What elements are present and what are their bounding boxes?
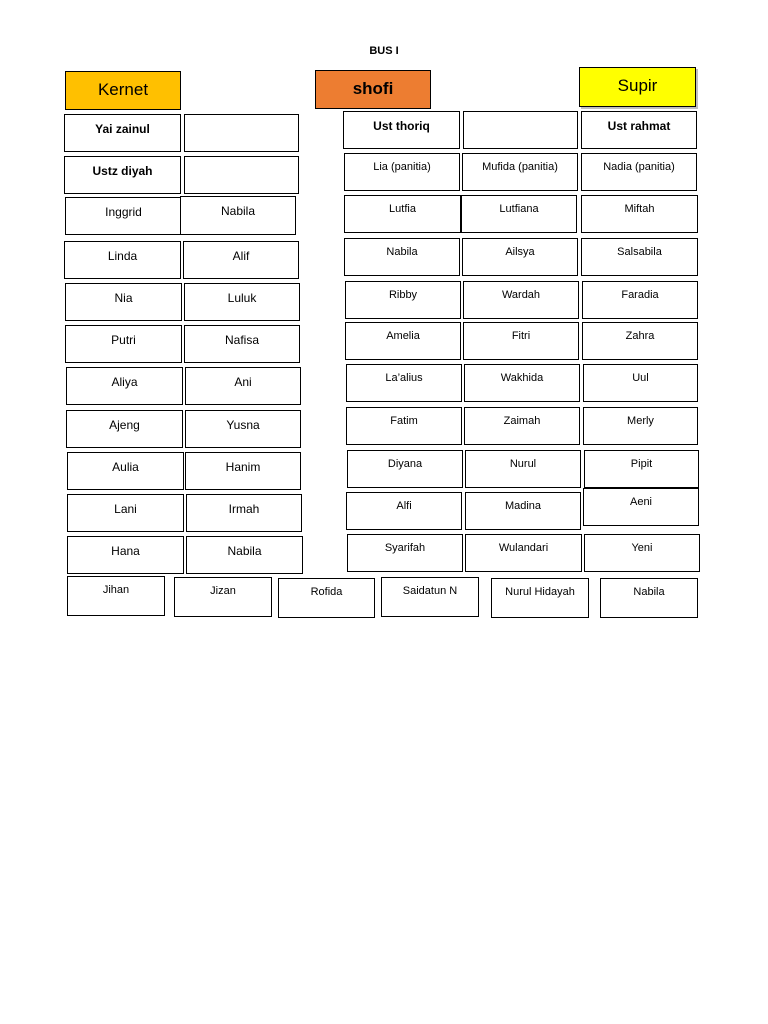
seat-left-c1-r9: Aulia <box>67 452 184 490</box>
seat-left-c1-r2: Ustz diyah <box>64 156 181 194</box>
seat-left-c2-r5: Luluk <box>184 283 300 321</box>
seat-right-c2-r8: Zaimah <box>464 407 580 445</box>
seat-left-c2-r10: Irmah <box>186 494 302 532</box>
seat-right-c3-r11: Yeni <box>584 534 700 572</box>
seat-back-4: Saidatun N <box>381 577 479 617</box>
seat-right-c2-r3: Lutfiana <box>461 195 577 233</box>
seat-right-c2-r11: Wulandari <box>465 534 582 572</box>
seat-right-c3-r8: Merly <box>583 407 698 445</box>
seat-right-c1-r10: Alfi <box>346 492 462 530</box>
seat-back-6: Nabila <box>600 578 698 618</box>
supir-label: Supir <box>579 67 696 107</box>
seat-right-c3-r6: Zahra <box>582 322 698 360</box>
seat-left-c2-r9: Hanim <box>185 452 301 490</box>
seat-right-c1-r4: Nabila <box>344 238 460 276</box>
seat-right-c3-r9: Pipit <box>584 450 699 488</box>
seat-left-c1-r11: Hana <box>67 536 184 574</box>
seat-right-c1-r2: Lia (panitia) <box>344 153 460 191</box>
seat-right-c2-r7: Wakhida <box>464 364 580 402</box>
seat-right-c3-r7: Uul <box>583 364 698 402</box>
seat-left-c1-r7: Aliya <box>66 367 183 405</box>
seat-right-c1-r7: La’alius <box>346 364 462 402</box>
seat-left-c1-r4: Linda <box>64 241 181 279</box>
seat-right-c2-r10: Madina <box>465 492 581 530</box>
seat-right-c1-r6: Amelia <box>345 322 461 360</box>
seat-left-c2-r8: Yusna <box>185 410 301 448</box>
seat-left-c1-r5: Nia <box>65 283 182 321</box>
seat-right-c3-r4: Salsabila <box>581 238 698 276</box>
seat-left-c2-r4: Alif <box>183 241 299 279</box>
seat-right-c3-r3: Miftah <box>581 195 698 233</box>
seat-left-c2-r1 <box>184 114 299 152</box>
seat-left-c1-r1: Yai zainul <box>64 114 181 152</box>
seat-right-c2-r6: Fitri <box>463 322 579 360</box>
seat-left-c2-r11: Nabila <box>186 536 303 574</box>
seat-back-1: Jihan <box>67 576 165 616</box>
page-title: BUS I <box>369 45 399 57</box>
seat-right-c1-r8: Fatim <box>346 407 462 445</box>
seat-right-c1-r1: Ust thoriq <box>343 111 460 149</box>
seat-right-c2-r1 <box>463 111 578 149</box>
seat-right-c1-r11: Syarifah <box>347 534 463 572</box>
seat-left-c1-r10: Lani <box>67 494 184 532</box>
seat-left-c2-r2 <box>184 156 299 194</box>
seat-back-3: Rofida <box>278 578 375 618</box>
seat-right-c2-r4: Ailsya <box>462 238 578 276</box>
seat-back-2: Jizan <box>174 577 272 617</box>
seat-left-c1-r3: Inggrid <box>65 197 182 235</box>
seat-left-c2-r7: Ani <box>185 367 301 405</box>
seat-left-c1-r6: Putri <box>65 325 182 363</box>
shofi-label: shofi <box>315 70 431 109</box>
seat-right-c2-r2: Mufida (panitia) <box>462 153 578 191</box>
seat-left-c2-r6: Nafisa <box>184 325 300 363</box>
seat-right-c3-r5: Faradia <box>582 281 698 319</box>
kernet-label: Kernet <box>65 71 181 110</box>
seat-right-c3-r2: Nadia (panitia) <box>581 153 697 191</box>
seat-left-c1-r8: Ajeng <box>66 410 183 448</box>
seat-right-c1-r3: Lutfia <box>344 195 461 233</box>
seat-left-c2-r3: Nabila <box>180 196 296 235</box>
seat-back-5: Nurul Hidayah <box>491 578 589 618</box>
seat-right-c3-r1: Ust rahmat <box>581 111 697 149</box>
seat-right-c3-r10: Aeni <box>583 488 699 526</box>
seat-right-c2-r9: Nurul <box>465 450 581 488</box>
seat-right-c2-r5: Wardah <box>463 281 579 319</box>
seat-right-c1-r5: Ribby <box>345 281 461 319</box>
seat-right-c1-r9: Diyana <box>347 450 463 488</box>
